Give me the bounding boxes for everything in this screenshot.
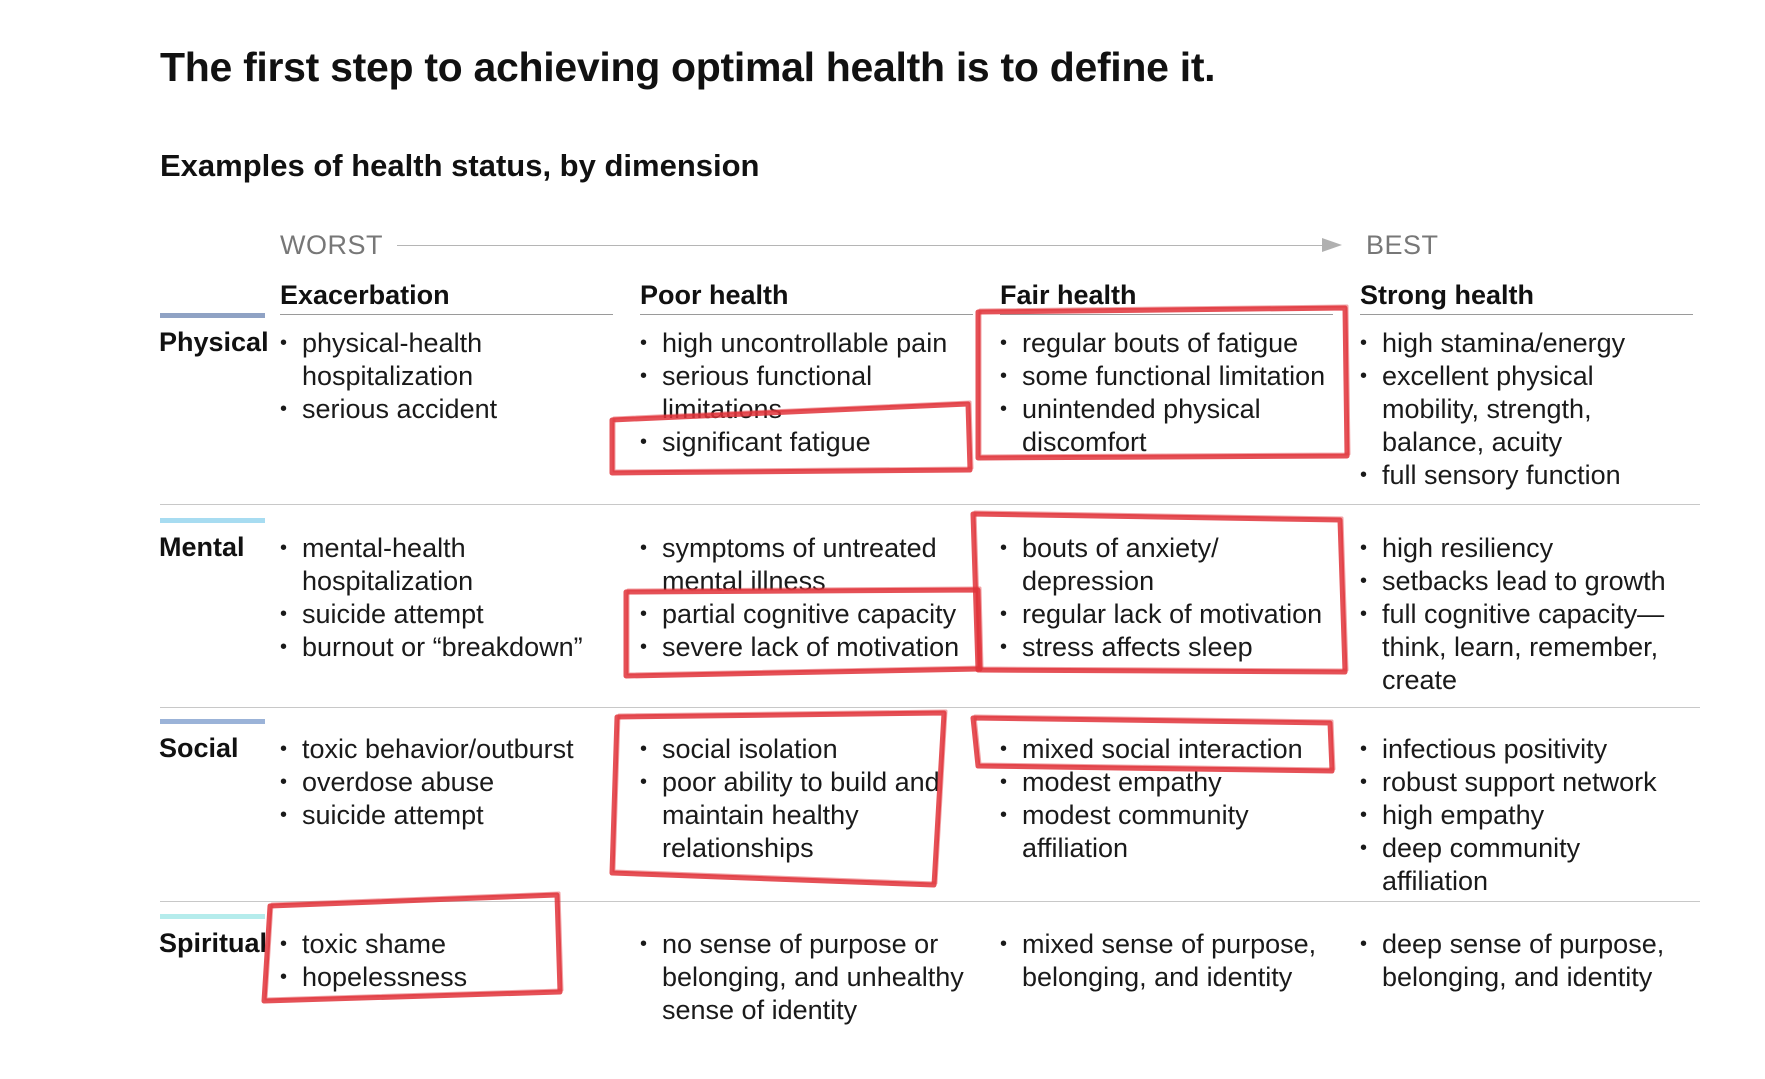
list-item: • toxic behavior/outburst [280,733,620,766]
list-item: • setbacks lead to growth [1360,565,1685,598]
list-item: • suicide attempt [280,799,620,832]
cell-spiritual-strong-health [1360,928,1685,994]
column-header-fair-health: Fair health [1000,280,1333,315]
list-item: • poor ability to build and maintain healthy relationships [640,766,980,865]
list-item: • overdose abuse [280,766,620,799]
page-subtitle: Examples of health status, by dimension [160,148,760,183]
list-item: • deep community affiliation [1360,832,1685,898]
cell-physical-exacerbation [280,327,620,426]
row-label-social: Social [159,733,239,763]
list-item: • excellent physical mobility, strength, balance, acuity [1360,360,1685,459]
arrow-right-icon [1322,238,1342,252]
row-label-mental: Mental [159,532,245,562]
list-item: • burnout or “breakdown” [280,631,620,664]
cell-mental-strong-health [1360,532,1685,697]
list-item: • stress affects sleep [1000,631,1340,664]
cell-mental-exacerbation [280,532,620,664]
cell-social-fair-health [1000,733,1340,865]
list-item: • mixed social interaction [1000,733,1340,766]
scale-worst-label: WORST [280,230,383,260]
row-divider [160,901,1700,902]
list-item: • regular lack of motivation [1000,598,1340,631]
cell-physical-poor-health [640,327,980,459]
cell-social-strong-health [1360,733,1685,898]
list-item: • deep sense of purpose, belonging, and identity [1360,928,1685,994]
list-item: • high empathy [1360,799,1685,832]
list-item: • hopelessness [280,961,620,994]
column-header-exacerbation: Exacerbation [280,280,613,315]
cell-mental-fair-health [1000,532,1340,664]
cell-physical-fair-health [1000,327,1340,459]
list-item: • suicide attempt [280,598,620,631]
list-item: • high uncontrollable pain [640,327,980,360]
list-item: • high stamina/energy [1360,327,1685,360]
row-label-spiritual: Spiritual [159,928,268,958]
page-title: The first step to achieving optimal health is to define it. [160,44,1216,90]
list-item: • mental-health hospitalization [280,532,620,598]
row-color-bar-mental [160,518,265,523]
list-item: • regular bouts of fatigue [1000,327,1340,360]
list-item: • robust support network [1360,766,1685,799]
list-item: • no sense of purpose or belonging, and unhealthy sense of identity [640,928,980,1027]
list-item: • partial cognitive capacity [640,598,980,631]
list-item: • bouts of anxiety/ depression [1000,532,1340,598]
cell-spiritual-exacerbation [280,928,620,994]
row-color-bar-social [160,719,265,724]
list-item: • symptoms of untreated mental illness [640,532,980,598]
cell-spiritual-fair-health [1000,928,1340,994]
cell-social-exacerbation [280,733,620,832]
list-item: • unintended physical discomfort [1000,393,1340,459]
scale-best-label: BEST [1366,230,1439,260]
cell-social-poor-health [640,733,980,865]
column-header-strong-health: Strong health [1360,280,1693,315]
row-color-bar-spiritual [160,914,265,919]
row-divider [160,707,1700,708]
row-color-bar-physical [160,313,265,318]
column-header-poor-health: Poor health [640,280,973,315]
list-item: • significant fatigue [640,426,980,459]
list-item: • modest community affiliation [1000,799,1340,865]
cell-mental-poor-health [640,532,980,664]
list-item: • infectious positivity [1360,733,1685,766]
list-item: • mixed sense of purpose, belonging, and identity [1000,928,1340,994]
list-item: • physical-health hospitalization [280,327,620,393]
row-label-physical: Physical [159,327,269,357]
list-item: • severe lack of motivation [640,631,980,664]
list-item: • modest empathy [1000,766,1340,799]
list-item: • social isolation [640,733,980,766]
list-item: • full cognitive capacity—think, learn, remember, create [1360,598,1685,697]
cell-spiritual-poor-health [640,928,980,1027]
scale-arrow-line [397,245,1337,246]
list-item: • toxic shame [280,928,620,961]
list-item: • serious functional limitations [640,360,980,426]
row-divider [160,504,1700,505]
cell-physical-strong-health [1360,327,1685,492]
list-item: • full sensory function [1360,459,1685,492]
list-item: • serious accident [280,393,620,426]
list-item: • some functional limitation [1000,360,1340,393]
list-item: • high resiliency [1360,532,1685,565]
